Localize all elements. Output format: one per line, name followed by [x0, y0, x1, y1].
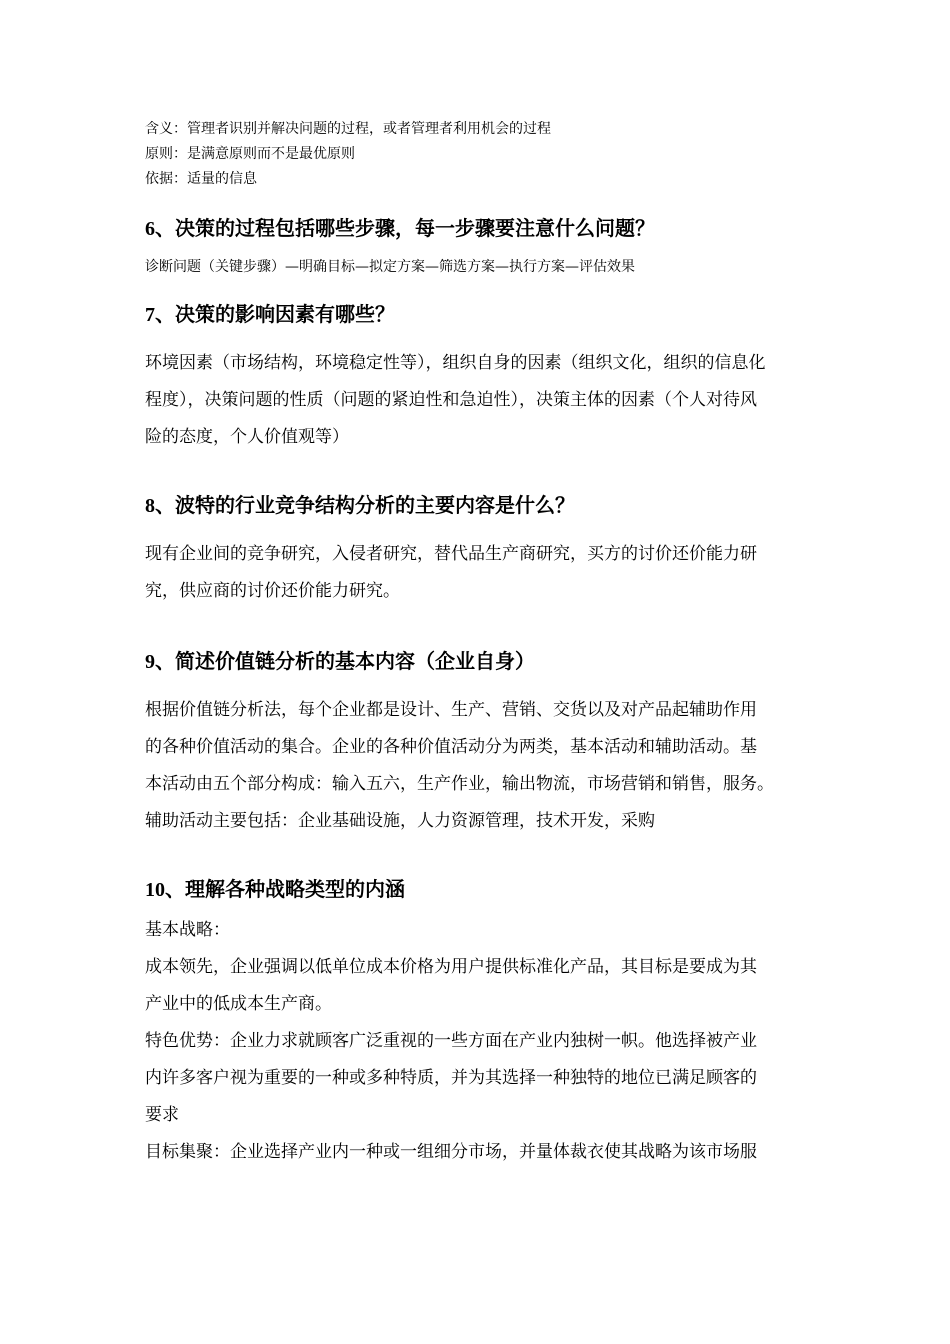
question-9-heading: [145, 646, 835, 677]
question-10-title: 、理解各种战略类型的内涵: [165, 877, 405, 901]
question-9-title: 、简述价值链分析的基本内容（企业自身）: [155, 649, 535, 673]
question-8-number: 8: [145, 495, 155, 517]
question-6-heading: [145, 213, 835, 244]
question-7-number: 7: [145, 304, 155, 326]
answer-line: 本活动由五个部分构成：输入五六，生产作业，输出物流，市场营销和销售，服务。: [145, 774, 774, 794]
question-10-answer: [145, 912, 835, 1171]
question-6-number: 6: [145, 218, 155, 240]
question-7-answer: [145, 345, 835, 456]
question-8-answer: [145, 536, 835, 610]
answer-line: 现有企业间的竞争研究，入侵者研究，替代品生产商研究，买方的讨价还价能力研: [145, 544, 757, 564]
answer-line: 特色优势：企业力求就顾客广泛重视的一些方面在产业内独树一帜。他选择被产业: [145, 1031, 757, 1051]
answer-line: 要求: [145, 1105, 179, 1125]
question-8-heading: [145, 490, 835, 521]
answer-line: 究，供应商的讨价还价能力研究。: [145, 581, 400, 601]
answer-line: 目标集聚：企业选择产业内一种或一组细分市场，并量体裁衣使其战略为该市场服: [145, 1142, 757, 1162]
question-6-answer: 诊断问题（关键步骤）—明确目标—拟定方案—筛选方案—执行方案—评估效果: [145, 259, 635, 275]
intro-block: [145, 117, 835, 192]
question-7-heading: [145, 299, 835, 330]
document-content: [145, 117, 835, 1171]
principle-line: 原则：是满意原则而不是最优原则: [145, 146, 355, 162]
answer-line: 程度），决策问题的性质（问题的紧迫性和急迫性），决策主体的因素（个人对待风: [145, 390, 757, 410]
question-8-title: 、波特的行业竞争结构分析的主要内容是什么？: [155, 493, 575, 517]
answer-line: 环境因素（市场结构，环境稳定性等），组织自身的因素（组织文化，组织的信息化: [145, 353, 766, 373]
answer-line: 根据价值链分析法，每个企业都是设计、生产、营销、交货以及对产品起辅助作用: [145, 700, 757, 720]
answer-line: 内许多客户视为重要的一种或多种特质，并为其选择一种独特的地位已满足顾客的: [145, 1068, 757, 1088]
question-10-number: 10: [145, 879, 165, 901]
definition-line: 含义：管理者识别并解决问题的过程，或者管理者利用机会的过程: [145, 121, 551, 137]
question-9-number: 9: [145, 651, 155, 673]
basis-line: 依据：适量的信息: [145, 171, 257, 187]
question-6-title: 、决策的过程包括哪些步骤，每一步骤要注意什么问题？: [155, 216, 655, 240]
question-10-heading: [145, 874, 835, 905]
question-9-answer: [145, 692, 835, 840]
answer-line: 成本领先，企业强调以低单位成本价格为用户提供标准化产品，其目标是要成为其: [145, 957, 757, 977]
answer-line: 险的态度，个人价值观等）: [145, 427, 349, 447]
answer-line: 产业中的低成本生产商。: [145, 994, 332, 1014]
answer-line: 的各种价值活动的集合。企业的各种价值活动分为两类，基本活动和辅助活动。基: [145, 737, 757, 757]
answer-line: 基本战略：: [145, 920, 230, 940]
question-7-title: 、决策的影响因素有哪些？: [155, 302, 395, 326]
answer-line: 辅助活动主要包括：企业基础设施，人力资源管理，技术开发，采购: [145, 811, 655, 831]
